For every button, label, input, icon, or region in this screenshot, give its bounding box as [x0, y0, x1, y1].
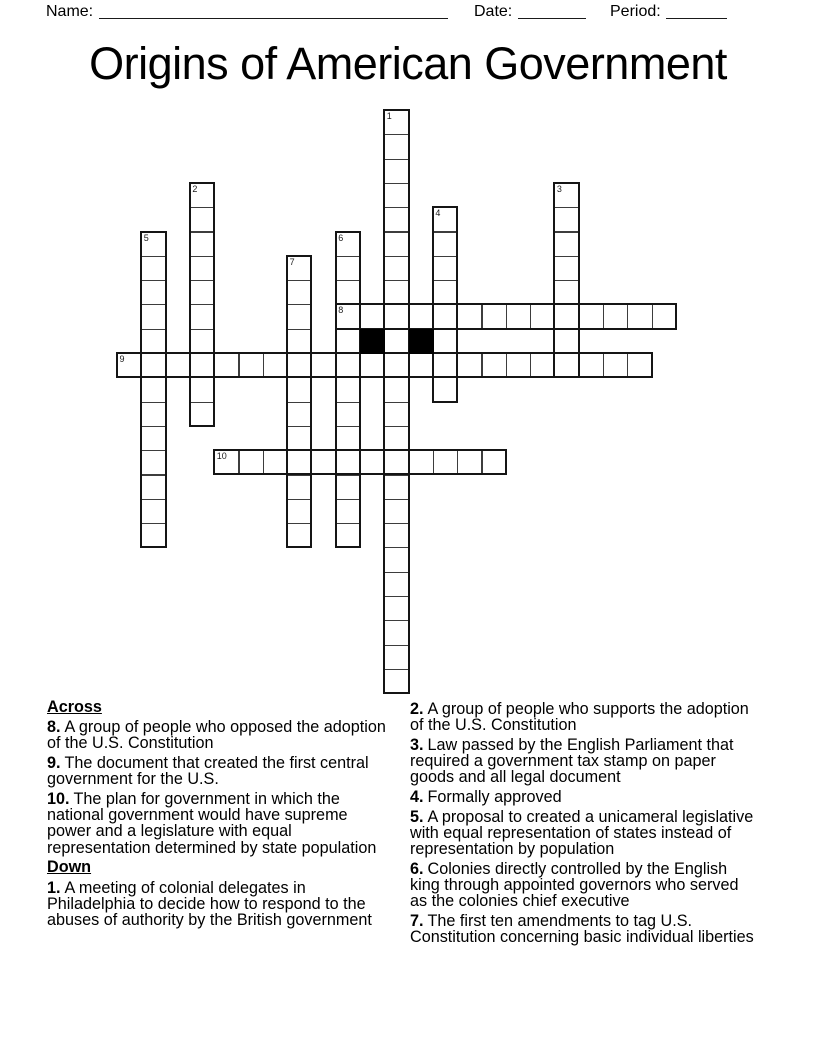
- grid-cell: [336, 256, 361, 281]
- clue-text: A proposal to created a unicameral legislative with equal representation of states instead of representation by population: [410, 807, 754, 859]
- grid-cell: [482, 353, 507, 378]
- grid-cell: [190, 256, 215, 281]
- grid-cell: [433, 280, 458, 305]
- black-cell: [360, 329, 385, 354]
- grid-cell: [409, 353, 434, 378]
- grid-cell: [384, 377, 409, 402]
- grid-cell: [384, 547, 409, 572]
- grid-cell: [141, 402, 166, 427]
- grid-cell: [384, 669, 409, 694]
- grid-cell: [433, 304, 458, 329]
- grid-cell: [482, 450, 507, 475]
- grid-cell: [627, 353, 652, 378]
- clue-number: 6.: [410, 859, 424, 878]
- grid-cell: [287, 523, 312, 548]
- grid-cell: [287, 304, 312, 329]
- grid-cell: [554, 232, 579, 257]
- grid-cell: [336, 426, 361, 451]
- clue-text: The first ten amendments to tag U.S. Constitution concerning basic individual liberties: [410, 911, 754, 947]
- grid-cell: [287, 377, 312, 402]
- grid-cell: [384, 645, 409, 670]
- grid-cell: [287, 353, 312, 378]
- grid-cell: [287, 475, 312, 500]
- clue-number: 9.: [47, 754, 61, 773]
- grid-cell: [384, 280, 409, 305]
- grid-cell: [311, 450, 336, 475]
- clue-8: [47, 719, 392, 751]
- grid-cell: [190, 353, 215, 378]
- grid-cell: [166, 353, 191, 378]
- grid-cell: [603, 304, 628, 329]
- grid-cell: [141, 523, 166, 548]
- cell-number-4: 4: [435, 208, 441, 219]
- grid-cell: [554, 353, 579, 378]
- grid-cell: [554, 256, 579, 281]
- grid-cell: [287, 402, 312, 427]
- grid-cell: [384, 304, 409, 329]
- grid-cell: [482, 304, 507, 329]
- clue-7: [410, 913, 757, 945]
- grid-cell: [384, 572, 409, 597]
- grid-cell: [287, 426, 312, 451]
- grid-cell: [384, 207, 409, 232]
- clue-text: The plan for government in which the national government would have supreme power and a legislature with equal representation determined by state population: [47, 790, 377, 857]
- clue-text: A meeting of colonial delegates in Philadelphia to decide how to respond to the abuses of authority by the British government: [47, 878, 372, 929]
- clue-number: 1.: [47, 878, 61, 897]
- grid-cell: [190, 402, 215, 427]
- clue-number: 3.: [410, 735, 424, 754]
- grid-cell: [384, 353, 409, 378]
- clues-left-column: [47, 699, 392, 932]
- grid-cell: [457, 304, 482, 329]
- grid-cell: [190, 232, 215, 257]
- grid-cell: [433, 256, 458, 281]
- grid-cell: [652, 304, 677, 329]
- cell-number-3: 3: [556, 183, 562, 194]
- clue-2: [410, 701, 757, 733]
- grid-cell: [336, 475, 361, 500]
- clue-number: 4.: [410, 788, 424, 807]
- grid-cell: [141, 280, 166, 305]
- cell-number-7: 7: [289, 256, 295, 267]
- cell-number-6: 6: [338, 232, 344, 243]
- grid-cell: [141, 450, 166, 475]
- grid-cell: [239, 450, 264, 475]
- grid-cell: [384, 134, 409, 159]
- clue-text: Law passed by the English Parliament that required a government tax stamp on paper goods and all legal document: [410, 735, 734, 787]
- grid-cell: [384, 329, 409, 354]
- grid-cell: [287, 450, 312, 475]
- grid-cell: [433, 377, 458, 402]
- down-clues-right: [410, 701, 757, 945]
- clue-1: [47, 880, 392, 929]
- cell-number-9: 9: [119, 354, 125, 364]
- clue-text: The document that created the first central government for the U.S.: [47, 754, 369, 789]
- cell-number-10: 10: [216, 451, 227, 462]
- down-header: Down: [47, 858, 92, 877]
- grid-cell: [141, 329, 166, 354]
- grid-cell: [141, 426, 166, 451]
- grid-cell: [190, 329, 215, 354]
- black-cell: [409, 329, 434, 354]
- grid-cell: [360, 304, 385, 329]
- grid-cell: [530, 353, 555, 378]
- grid-cell: [141, 353, 166, 378]
- grid-cell: [506, 304, 531, 329]
- clue-4: [410, 789, 757, 805]
- clue-9: [47, 755, 392, 787]
- grid-cell: [239, 353, 264, 378]
- clue-number: 2.: [410, 700, 424, 718]
- period-label: Period:: [610, 3, 661, 20]
- grid-cell: [336, 353, 361, 378]
- grid-cell: [263, 353, 288, 378]
- grid-cell: [579, 304, 604, 329]
- cell-number-5: 5: [143, 232, 149, 243]
- clue-text: A group of people who opposed the adoption of the U.S. Constitution: [47, 718, 386, 753]
- grid-cell: [336, 377, 361, 402]
- clue-number: 5.: [410, 807, 424, 826]
- grid-cell: [409, 304, 434, 329]
- clue-number: 8.: [47, 718, 61, 737]
- grid-cell: [384, 620, 409, 645]
- grid-cell: [530, 304, 555, 329]
- grid-cell: [384, 499, 409, 524]
- cell-number-8: 8: [338, 305, 344, 316]
- grid-cell: [384, 232, 409, 257]
- grid-cell: [384, 402, 409, 427]
- grid-cell: [190, 377, 215, 402]
- grid-cell: [360, 353, 385, 378]
- grid-cell: [141, 377, 166, 402]
- grid-cell: [554, 207, 579, 232]
- grid-cell: [141, 475, 166, 500]
- clue-text: Formally approved: [427, 788, 562, 807]
- grid-cell: [336, 280, 361, 305]
- grid-cell: [554, 280, 579, 305]
- grid-cell: [214, 353, 239, 378]
- grid-cell: [384, 523, 409, 548]
- grid-cell: [360, 450, 385, 475]
- grid-cell: [384, 596, 409, 621]
- grid-cell: [384, 426, 409, 451]
- clue-number: 7.: [410, 911, 424, 930]
- grid-cell: [287, 280, 312, 305]
- clues-right-column: [410, 701, 757, 949]
- grid-cell: [433, 450, 458, 475]
- cell-number-2: 2: [192, 183, 198, 194]
- grid-cell: [384, 475, 409, 500]
- across-clues: [47, 719, 392, 856]
- grid-cell: [409, 450, 434, 475]
- grid-cell: [433, 232, 458, 257]
- grid-cell: [554, 304, 579, 329]
- grid-cell: [384, 256, 409, 281]
- grid-cell: [311, 353, 336, 378]
- grid-cell: [336, 402, 361, 427]
- name-label: Name:: [46, 3, 94, 20]
- grid-cell: [384, 183, 409, 208]
- clue-10: [47, 791, 392, 856]
- grid-cell: [384, 159, 409, 184]
- grid-cell: [336, 450, 361, 475]
- clue-number: 10.: [47, 790, 70, 809]
- grid-cell: [190, 207, 215, 232]
- grid-cell: [336, 499, 361, 524]
- grid-cell: [457, 353, 482, 378]
- clue-text: Colonies directly controlled by the English king through appointed governors who served as the colonies chief executive: [410, 859, 739, 911]
- grid-cell: [579, 353, 604, 378]
- down-clues-left: [47, 880, 392, 929]
- grid-cell: [141, 499, 166, 524]
- grid-cell: [141, 256, 166, 281]
- grid-cell: [190, 304, 215, 329]
- across-header: Across: [47, 698, 102, 716]
- clue-3: [410, 737, 757, 786]
- grid-cell: [433, 329, 458, 354]
- grid-cell: [336, 329, 361, 354]
- grid-cell: [287, 329, 312, 354]
- grid-cell: [384, 450, 409, 475]
- date-label: Date:: [474, 3, 513, 20]
- grid-cell: [433, 353, 458, 378]
- clue-6: [410, 861, 757, 910]
- grid-cell: [336, 523, 361, 548]
- grid-cell: [190, 280, 215, 305]
- page-title: Origins of American Government: [89, 38, 727, 89]
- grid-cell: [457, 450, 482, 475]
- clue-text: A group of people who supports the adoption of the U.S. Constitution: [410, 700, 749, 735]
- grid-cell: [141, 304, 166, 329]
- clue-5: [410, 809, 757, 858]
- cell-number-1: 1: [386, 111, 392, 121]
- grid-cell: [263, 450, 288, 475]
- grid-cell: [287, 499, 312, 524]
- grid-cell: [506, 353, 531, 378]
- grid-cell: [603, 353, 628, 378]
- grid-cell: [554, 329, 579, 354]
- grid-cell: [627, 304, 652, 329]
